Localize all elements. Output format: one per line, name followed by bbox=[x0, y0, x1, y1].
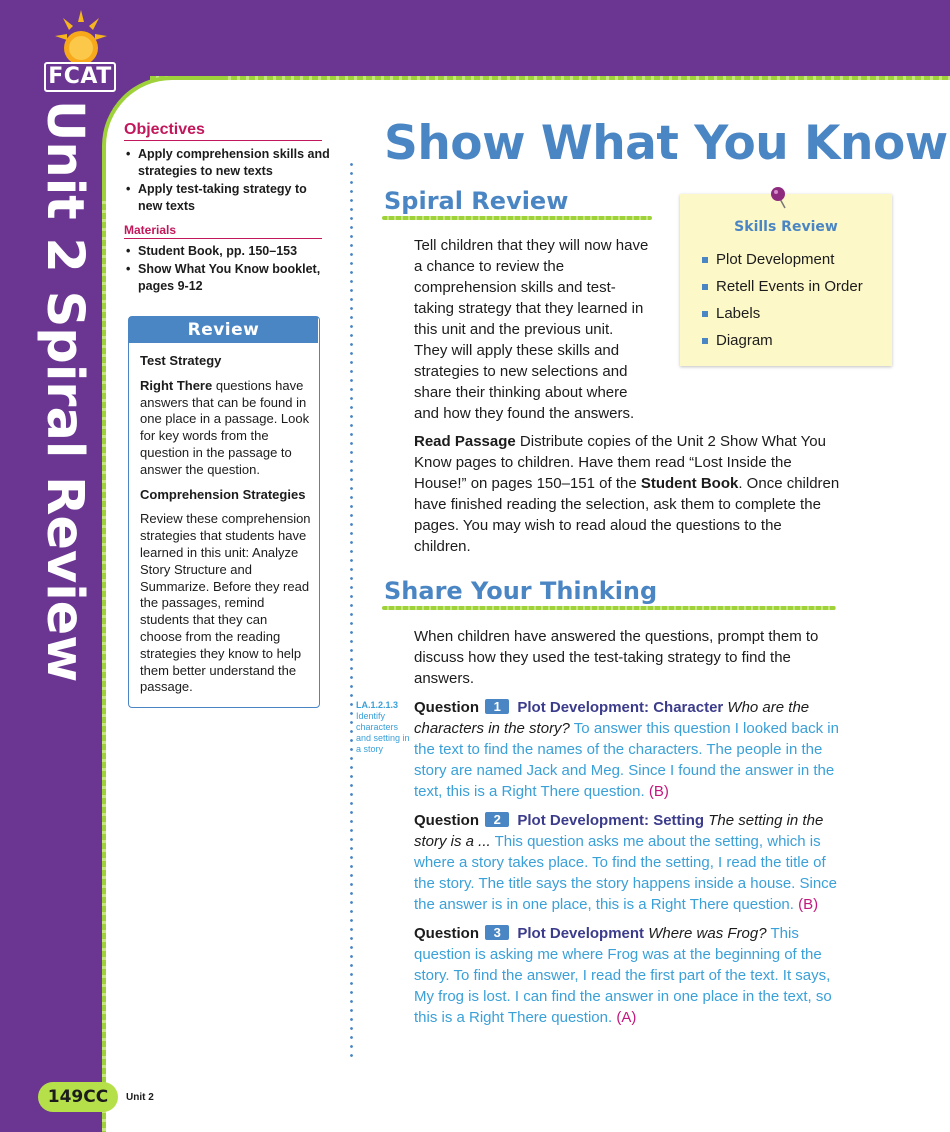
question-3 bbox=[414, 923, 840, 1028]
right-there-term: Right There bbox=[140, 377, 213, 393]
objectives-heading: Objectives bbox=[124, 121, 322, 141]
unit-footer: Unit 2 bbox=[126, 1092, 154, 1103]
question-prompt: The setting in the story is a ... bbox=[414, 812, 824, 850]
comprehension-text: Review these comprehension strategies that students have learned in this unit: Analyze Story Structure and Summarize. Before they read the passages, remind students that they can choose from the reading strategies they know to help them better understand the passage. bbox=[140, 511, 311, 695]
objectives-list bbox=[124, 146, 334, 216]
page-title: Show What You Know bbox=[384, 116, 948, 171]
green-stitch-top bbox=[150, 76, 950, 80]
question-skill: Plot Development: Character bbox=[517, 699, 724, 716]
answer-letter: (B) bbox=[798, 896, 819, 913]
student-book-term: Student Book bbox=[640, 475, 739, 492]
purple-top-band bbox=[0, 0, 950, 78]
heading-underline bbox=[382, 216, 652, 220]
right-there-paragraph bbox=[140, 378, 312, 479]
pushpin-icon bbox=[768, 184, 798, 214]
question-prompt: Where was Frog? bbox=[644, 925, 767, 942]
test-strategy-heading: Test Strategy bbox=[140, 353, 222, 368]
spiral-review-intro: Tell children that they will now have a chance to review the comprehension skills and test-taking strategy that they learned in this unit and the previous unit. They will apply these skills and strategies to new selections and share their thinking about where and how they found the answers. bbox=[414, 237, 649, 422]
sun-icon bbox=[54, 8, 108, 62]
question-number-badge: 1 bbox=[485, 699, 509, 714]
page-number: 149CC bbox=[38, 1082, 118, 1112]
question-label: Question bbox=[414, 812, 480, 829]
list-item: • Show What You Know booklet, pages 9-12 bbox=[124, 261, 334, 295]
spiral-review-heading: Spiral Review bbox=[384, 187, 569, 215]
list-item: • Apply test-taking strategy to new texts bbox=[124, 181, 334, 215]
answer-letter: (A) bbox=[616, 1009, 637, 1026]
question-prompt: Who are the characters in the story? bbox=[414, 699, 810, 737]
question-answer: This question asks me about the setting, which is where a story takes place. To find the setting, I read the title of the story. The title says the story happens inside a house. Since the answer is in one place, this is a Right There question. bbox=[414, 833, 838, 913]
share-thinking-intro: When children have answered the questions, prompt them to discuss how they used the test-taking strategy to find the answers. bbox=[414, 628, 819, 687]
review-banner: Review bbox=[129, 317, 318, 343]
share-thinking-heading: Share Your Thinking bbox=[384, 577, 658, 605]
right-there-text: questions have answers that can be found in one place in a passage. Look for key words from the question in the passage to answer the question. bbox=[140, 377, 310, 477]
list-item: • Apply comprehension skills and strategies to new texts bbox=[124, 146, 334, 180]
question-answer: This question is asking me where Frog was at the beginning of the story. To find the answer, I read the first part of the text. It says, My frog is lost. I can find the answer in one place in the text, so this is a Right There question. bbox=[414, 925, 832, 1026]
read-passage-text-end: . Once children have finished reading the selection, ask them to complete the pages. You may wish to read aloud the questions to the children. bbox=[414, 475, 840, 555]
read-passage-paragraph bbox=[414, 431, 840, 557]
skills-review-card bbox=[680, 194, 892, 366]
standard-note bbox=[356, 700, 414, 755]
review-box bbox=[128, 316, 320, 708]
read-passage-text: Distribute copies of the Unit 2 Show What You Know pages to children. Have them read “Lost Inside the House!” on pages 150–151 of the bbox=[414, 433, 826, 492]
question-label: Question bbox=[414, 925, 480, 942]
review-body bbox=[140, 353, 312, 704]
comprehension-heading: Comprehension Strategies bbox=[140, 486, 306, 502]
unit-spiral-review-title: Unit 2 Spiral Review bbox=[35, 100, 94, 683]
question-label: Question bbox=[414, 699, 480, 716]
dotted-divider bbox=[350, 160, 353, 1060]
question-1 bbox=[414, 697, 840, 802]
read-passage-label: Read Passage bbox=[414, 433, 516, 450]
question-answer: To answer this question I looked back in the text to find the names of the characters. The people in the story are named Jack and Meg. Since I found the answer in the text, this is a Right There question. bbox=[414, 720, 839, 800]
skill-item: Plot Development bbox=[702, 246, 863, 273]
question-2 bbox=[414, 810, 840, 915]
question-number-badge: 2 bbox=[485, 812, 509, 827]
heading-underline bbox=[382, 606, 836, 610]
skill-item: Diagram bbox=[702, 327, 863, 354]
fcat-logo bbox=[40, 8, 120, 92]
skill-item: Labels bbox=[702, 300, 863, 327]
materials-list bbox=[124, 243, 334, 296]
list-item: • Student Book, pp. 150–153 bbox=[124, 243, 334, 260]
skills-review-title: Skills Review bbox=[734, 219, 838, 235]
standard-code: LA.1.2.1.3 bbox=[356, 700, 399, 710]
materials-heading: Materials bbox=[124, 223, 322, 239]
skills-list bbox=[702, 246, 863, 354]
question-skill: Plot Development: Setting bbox=[517, 812, 705, 829]
answer-letter: (B) bbox=[648, 783, 669, 800]
question-number-badge: 3 bbox=[485, 925, 509, 940]
skill-item: Retell Events in Order bbox=[702, 273, 863, 300]
standard-text: Identify characters and setting in a story bbox=[356, 711, 410, 754]
question-skill: Plot Development bbox=[517, 925, 645, 942]
fcat-label: FCAT bbox=[44, 62, 116, 92]
